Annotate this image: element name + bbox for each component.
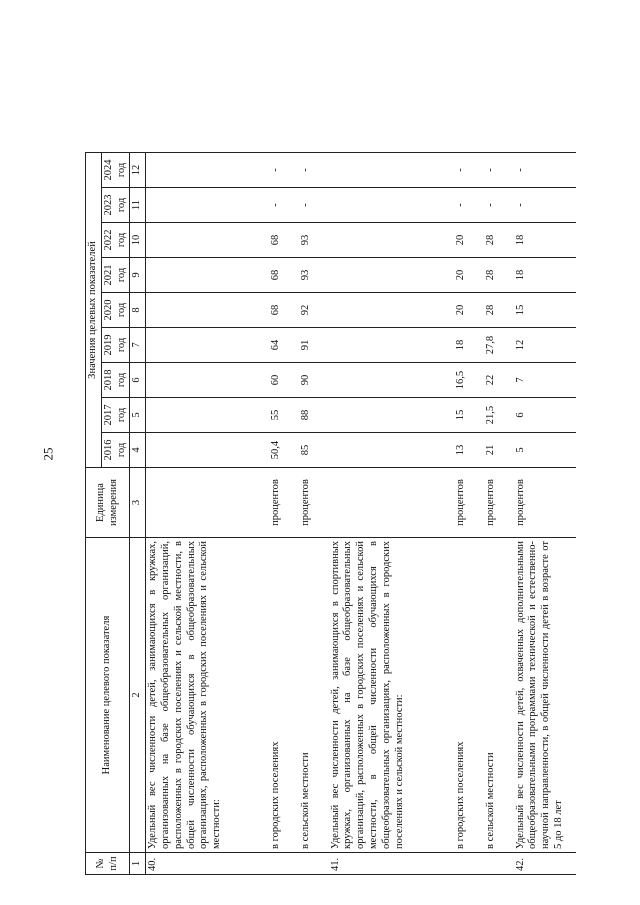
value-cell: 68 bbox=[269, 293, 299, 328]
value-cell: 27,8 bbox=[484, 328, 514, 363]
indicator-name: Удельный вес численности детей, занимающихся в кружках, организованных на базе общеобразовательных организаций, расположенных в городских поселениях и сельской местности, в общей численности обучающихся в общеобразовательных организациях, расположенных в городских поселениях и сельской местности: bbox=[146, 538, 269, 853]
value-cell: - bbox=[299, 188, 329, 223]
value-cell bbox=[329, 153, 454, 188]
value-cell: 64 bbox=[269, 328, 299, 363]
column-index: 2 bbox=[130, 538, 146, 853]
table-row bbox=[146, 153, 269, 875]
column-index: 4 bbox=[130, 433, 146, 468]
indicator-name: в городских поселениях bbox=[454, 538, 484, 853]
value-cell: - bbox=[484, 188, 514, 223]
header-num: № п/п bbox=[86, 853, 130, 875]
column-index: 1 bbox=[130, 853, 146, 875]
indicator-name: в сельской местности bbox=[484, 538, 514, 853]
value-cell bbox=[146, 258, 269, 293]
value-cell bbox=[146, 398, 269, 433]
header-year: 2017 год bbox=[101, 398, 130, 433]
value-cell: 68 bbox=[269, 223, 299, 258]
column-index: 7 bbox=[130, 328, 146, 363]
value-cell: - bbox=[299, 153, 329, 188]
value-cell: 18 bbox=[454, 328, 484, 363]
unit-cell bbox=[146, 468, 269, 538]
indicator-name: в городских поселениях bbox=[269, 538, 299, 853]
row-num bbox=[299, 853, 329, 875]
unit-cell bbox=[329, 468, 454, 538]
target-indicators-table bbox=[85, 152, 576, 875]
value-cell: 92 bbox=[299, 293, 329, 328]
row-num: 40. bbox=[146, 853, 269, 875]
table-row bbox=[299, 153, 329, 875]
value-cell: 50,4 bbox=[269, 433, 299, 468]
value-cell: 12 bbox=[514, 328, 576, 363]
row-num bbox=[269, 853, 299, 875]
value-cell: - bbox=[514, 188, 576, 223]
value-cell bbox=[146, 363, 269, 398]
header-year: 2020 год bbox=[101, 293, 130, 328]
value-cell: - bbox=[514, 153, 576, 188]
header-year: 2022 год bbox=[101, 223, 130, 258]
indicator-name: Удельный вес численности детей, охваченных дополнительными общеобразовательными программами технической и естественно-научной направленности, в общей численности детей в возрасте от 5 до 18 лет bbox=[514, 538, 576, 853]
value-cell: 20 bbox=[454, 293, 484, 328]
header-year: 2018 год bbox=[101, 363, 130, 398]
header-year: 2023 год bbox=[101, 188, 130, 223]
value-cell: 20 bbox=[454, 258, 484, 293]
table-row bbox=[269, 153, 299, 875]
value-cell bbox=[329, 328, 454, 363]
value-cell bbox=[146, 153, 269, 188]
value-cell bbox=[146, 433, 269, 468]
value-cell: 85 bbox=[299, 433, 329, 468]
value-cell bbox=[329, 188, 454, 223]
table-body bbox=[146, 153, 576, 875]
value-cell: 6 bbox=[514, 398, 576, 433]
header-year: 2024 год bbox=[101, 153, 130, 188]
page-number: 25 bbox=[40, 447, 56, 461]
header-year: 2016 год bbox=[101, 433, 130, 468]
value-cell: 20 bbox=[454, 223, 484, 258]
header-values: Значения целевых показателей bbox=[86, 153, 102, 468]
column-index: 5 bbox=[130, 398, 146, 433]
unit-cell: процентов bbox=[269, 468, 299, 538]
value-cell: - bbox=[269, 188, 299, 223]
value-cell: 88 bbox=[299, 398, 329, 433]
header-year: 2021 год bbox=[101, 258, 130, 293]
column-index: 12 bbox=[130, 153, 146, 188]
value-cell bbox=[146, 328, 269, 363]
value-cell bbox=[329, 363, 454, 398]
header-year: 2019 год bbox=[101, 328, 130, 363]
value-cell: 28 bbox=[484, 223, 514, 258]
value-cell: 55 bbox=[269, 398, 299, 433]
value-cell: 15 bbox=[454, 398, 484, 433]
value-cell: 28 bbox=[484, 293, 514, 328]
table-row bbox=[514, 153, 576, 875]
unit-cell: процентов bbox=[454, 468, 484, 538]
value-cell: 21,5 bbox=[484, 398, 514, 433]
value-cell bbox=[146, 188, 269, 223]
value-cell bbox=[329, 293, 454, 328]
row-num: 42. bbox=[514, 853, 576, 875]
value-cell bbox=[146, 293, 269, 328]
value-cell: - bbox=[454, 188, 484, 223]
value-cell: 18 bbox=[514, 258, 576, 293]
value-cell: 90 bbox=[299, 363, 329, 398]
value-cell bbox=[329, 258, 454, 293]
column-index: 9 bbox=[130, 258, 146, 293]
value-cell: - bbox=[269, 153, 299, 188]
table-row bbox=[484, 153, 514, 875]
column-index: 10 bbox=[130, 223, 146, 258]
table-row bbox=[329, 153, 454, 875]
value-cell: 7 bbox=[514, 363, 576, 398]
unit-cell: процентов bbox=[484, 468, 514, 538]
value-cell bbox=[329, 433, 454, 468]
value-cell: 91 bbox=[299, 328, 329, 363]
value-cell: 13 bbox=[454, 433, 484, 468]
indicator-name: в сельской местности bbox=[299, 538, 329, 853]
value-cell bbox=[146, 223, 269, 258]
header-unit: Единица измерения bbox=[86, 468, 130, 538]
column-index: 8 bbox=[130, 293, 146, 328]
value-cell bbox=[329, 398, 454, 433]
column-index: 6 bbox=[130, 363, 146, 398]
value-cell: 22 bbox=[484, 363, 514, 398]
row-num bbox=[454, 853, 484, 875]
value-cell: 21 bbox=[484, 433, 514, 468]
value-cell: 93 bbox=[299, 223, 329, 258]
unit-cell: процентов bbox=[299, 468, 329, 538]
value-cell: 18 bbox=[514, 223, 576, 258]
value-cell: 28 bbox=[484, 258, 514, 293]
value-cell: - bbox=[484, 153, 514, 188]
row-num: 41. bbox=[329, 853, 454, 875]
value-cell: 60 bbox=[269, 363, 299, 398]
value-cell: 93 bbox=[299, 258, 329, 293]
unit-cell: процентов bbox=[514, 468, 576, 538]
value-cell bbox=[329, 223, 454, 258]
value-cell: - bbox=[454, 153, 484, 188]
column-index: 11 bbox=[130, 188, 146, 223]
value-cell: 5 bbox=[514, 433, 576, 468]
column-index: 3 bbox=[130, 468, 146, 538]
header-name: Наименование целевого показателя bbox=[86, 538, 130, 853]
table-row bbox=[454, 153, 484, 875]
value-cell: 68 bbox=[269, 258, 299, 293]
value-cell: 15 bbox=[514, 293, 576, 328]
value-cell: 16,5 bbox=[454, 363, 484, 398]
indicator-name: Удельный вес численности детей, занимающихся в спортивных кружках, организованных на базе общеобразовательных организаций, расположенных в городских поселениях и сельской местности, в общей численности обучающихся в общеобразовательных организациях, расположенных в городских поселениях и сельской местности: bbox=[329, 538, 454, 853]
row-num bbox=[484, 853, 514, 875]
